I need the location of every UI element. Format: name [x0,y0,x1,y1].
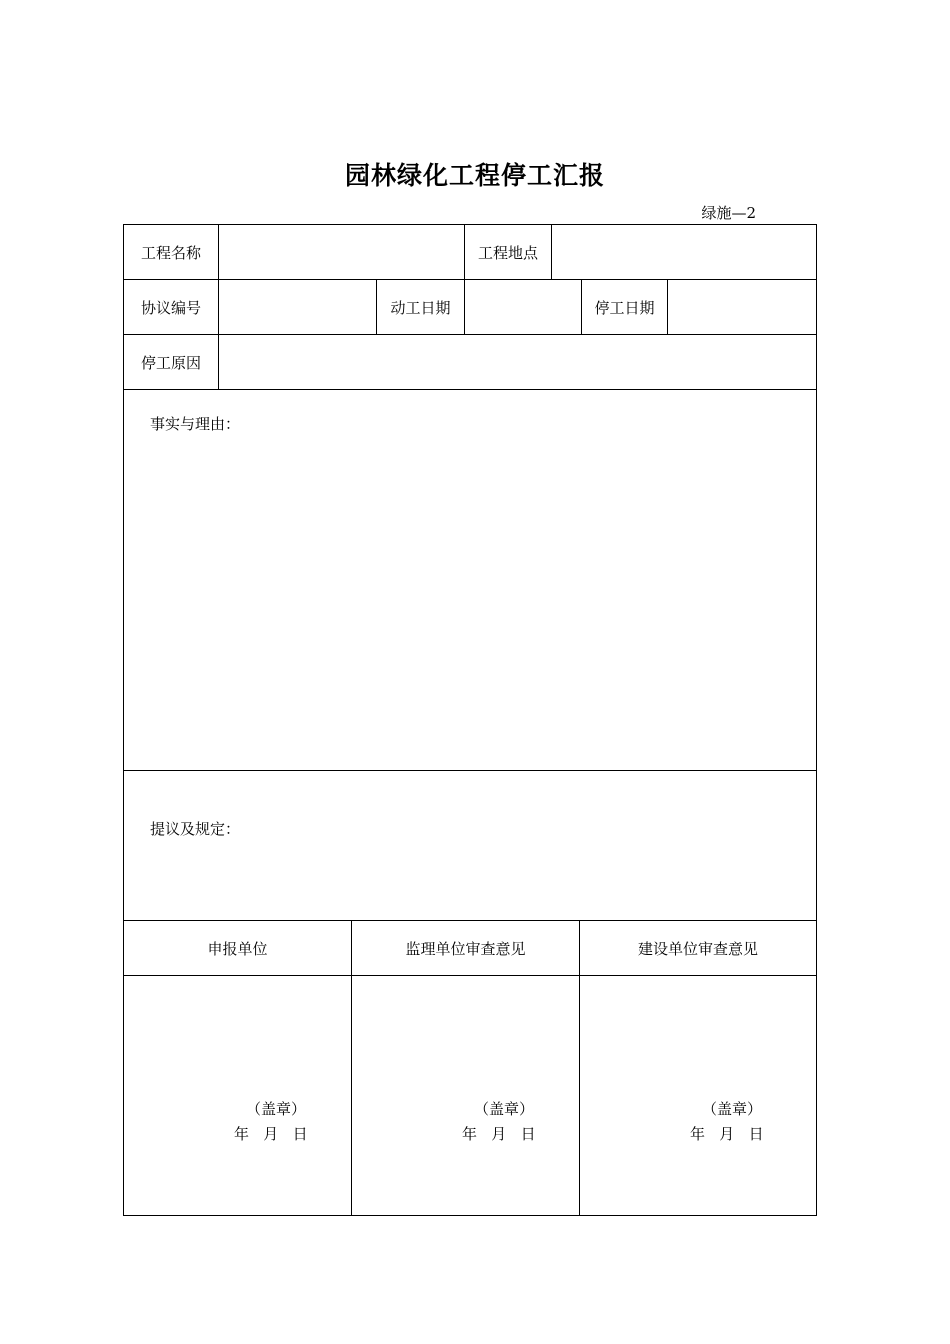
start-date-field[interactable] [464,279,582,335]
seal-label: （盖章） [246,1100,307,1118]
signoff-cell-supervisor[interactable] [351,975,580,1216]
proposal-section[interactable] [123,770,817,921]
date-label: 年 月 日 [234,1125,308,1143]
label-stop-date: 停工日期 [581,279,668,335]
stop-date-field[interactable] [667,279,817,335]
label-project-location: 工程地点 [464,224,552,280]
page-title: 园林绿化工程停工汇报 [344,161,605,190]
proposal-label: 提议及规定： [150,820,241,838]
facts-label: 事实与理由： [150,415,241,433]
label-project-name: 工程名称 [123,224,219,280]
date-label: 年 月 日 [690,1125,764,1143]
project-name-field[interactable] [218,224,465,280]
form-code: 绿施—2 [701,204,756,222]
signoff-cell-applicant[interactable] [123,975,352,1216]
signoff-cell-owner[interactable] [579,975,817,1216]
agreement-no-field[interactable] [218,279,377,335]
signoff-header-applicant: 申报单位 [123,920,352,976]
label-start-date: 动工日期 [376,279,465,335]
label-agreement-no: 协议编号 [123,279,219,335]
seal-label: （盖章） [702,1100,763,1118]
date-label: 年 月 日 [462,1125,536,1143]
signoff-header-owner: 建设单位审查意见 [579,920,817,976]
facts-section[interactable] [123,389,817,771]
stop-reason-field[interactable] [218,334,817,390]
seal-label: （盖章） [474,1100,535,1118]
signoff-header-supervisor: 监理单位审查意见 [351,920,580,976]
label-stop-reason: 停工原因 [123,334,219,390]
project-location-field[interactable] [551,224,817,280]
